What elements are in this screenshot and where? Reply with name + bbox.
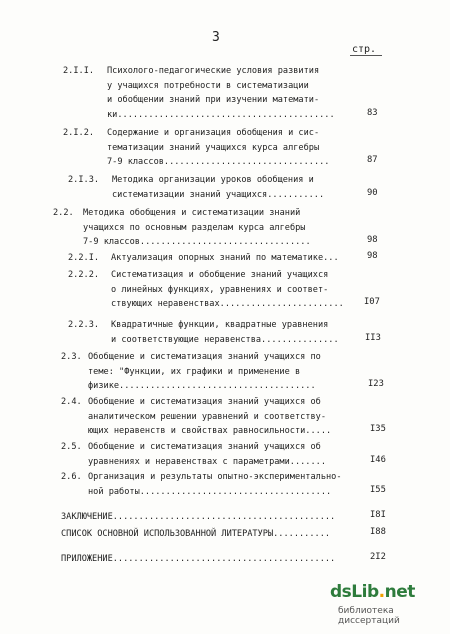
toc-entry-page: II3 bbox=[365, 332, 381, 343]
back-matter-label: СПИСОК ОСНОВНОЙ ИСПОЛЬЗОВАННОЙ ЛИТЕРАТУРЫ........... bbox=[61, 529, 331, 539]
toc-entry-code: 2.2.I. bbox=[68, 253, 100, 263]
toc-entry-title bbox=[83, 206, 311, 250]
toc-entry-title bbox=[107, 64, 335, 123]
toc-entry-code: 2.2.3. bbox=[68, 320, 100, 330]
toc-entry-line: Содержание и организация обобщения и сис- bbox=[107, 128, 320, 138]
toc-entry-page: I35 bbox=[370, 424, 386, 435]
toc-entry-line: Психолого-педагогические условия развития bbox=[107, 66, 320, 76]
toc-entry-line: у учащихся потребности в систематизации bbox=[107, 80, 309, 91]
toc-entry-line: Обобщение и систематизация знаний учащихся по bbox=[88, 352, 321, 362]
toc-entry-title bbox=[88, 440, 326, 469]
toc-entry-page: I23 bbox=[368, 379, 384, 390]
watermark-logo: dsLib.net bbox=[330, 582, 415, 602]
toc-entry-line: учащихся по основным разделам курса алгебры bbox=[83, 222, 306, 233]
back-matter-entry bbox=[61, 510, 335, 525]
toc-entry-line: ки.......................................... bbox=[107, 110, 335, 121]
toc-entry-line: и обобщении знаний при изучении математи- bbox=[107, 95, 320, 106]
toc-entry-line: ной работы..................................... bbox=[88, 486, 332, 497]
toc-entry-page: I07 bbox=[364, 297, 380, 308]
toc-entry-line: физике...................................... bbox=[88, 381, 316, 392]
toc-entry-title bbox=[107, 126, 329, 170]
toc-entry-code: 2.I.3. bbox=[68, 175, 100, 185]
toc-entry-line: Квадратичные функции, квадратные уравнения bbox=[111, 320, 329, 330]
page-number: 3 bbox=[212, 30, 220, 45]
toc-entry-line: Обобщение и систематизация знаний учащихся об bbox=[88, 397, 321, 407]
toc-entry-line: о линейных функциях, уравнениях и соответ- bbox=[111, 284, 329, 295]
toc-entry-title bbox=[111, 318, 339, 347]
toc-entry-line: Систематизация и обобщение знаний учащихся bbox=[111, 270, 329, 280]
toc-entry-line: Обобщение и систематизация знаний учащихся об bbox=[88, 442, 321, 452]
toc-entry-line: Актуализация опорных знаний по математике... bbox=[111, 253, 339, 263]
back-matter-label: ЗАКЛЮЧЕНИЕ........................................... bbox=[61, 512, 336, 522]
toc-entry-code: 2.I.2. bbox=[63, 128, 95, 138]
toc-entry-title bbox=[111, 268, 344, 312]
back-matter-label: ПРИЛОЖЕНИЕ........................................... bbox=[61, 554, 336, 564]
watermark-subtitle: библиотека диссертаций bbox=[338, 606, 400, 626]
toc-entry-page: I55 bbox=[370, 484, 386, 495]
toc-entry-code: 2.3. bbox=[61, 352, 82, 362]
toc-entry-title bbox=[88, 395, 331, 439]
page-column-header: стр. bbox=[352, 44, 377, 55]
back-matter-page: 2I2 bbox=[370, 552, 386, 562]
toc-entry-code: 2.2.2. bbox=[68, 270, 100, 280]
toc-entry-line: 7-9 классов................................. bbox=[83, 237, 311, 248]
toc-entry-code: 2.4. bbox=[61, 397, 82, 407]
toc-entry-page: 98 bbox=[367, 251, 378, 261]
back-matter-entry bbox=[61, 552, 335, 567]
toc-entry-code: 2.2. bbox=[53, 208, 74, 218]
back-matter-page: I88 bbox=[370, 527, 386, 537]
toc-entry-code: 2.5. bbox=[61, 442, 82, 452]
back-matter-entry bbox=[61, 527, 330, 542]
toc-entry-page: 87 bbox=[367, 155, 378, 166]
toc-entry-code: 2.6. bbox=[61, 472, 82, 482]
toc-entry-title bbox=[88, 470, 342, 499]
toc-entry-line: уравнениях и неравенствах с параметрами....... bbox=[88, 456, 326, 467]
toc-entry-title bbox=[112, 173, 324, 202]
toc-entry-line: тематизации знаний учащихся курса алгебры bbox=[107, 142, 320, 153]
toc-entry-title bbox=[88, 350, 321, 394]
toc-entry-line: и соответствующие неравенства............... bbox=[111, 334, 339, 345]
toc-entry-page: I46 bbox=[370, 454, 386, 465]
toc-entry-code: 2.I.I. bbox=[63, 66, 95, 76]
toc-entry-page: 98 bbox=[367, 235, 378, 246]
toc-entry-line: Методика обобщения и систематизации знаний bbox=[83, 208, 301, 218]
toc-entry-line: систематизации знаний учащихся........... bbox=[112, 189, 325, 200]
toc-entry-line: ющих неравенств и свойствах равносильности..... bbox=[88, 426, 332, 437]
toc-entry-line: ствующих неравенствах........................ bbox=[111, 299, 344, 310]
toc-entry-line: Организация и результаты опытно-экспериментально- bbox=[88, 472, 342, 482]
toc-entry-title bbox=[111, 251, 339, 266]
toc-entry-line: Методика организации уроков обобщения и bbox=[112, 175, 314, 185]
back-matter-page: I8I bbox=[370, 510, 386, 520]
toc-entry-line: аналитическом решении уравнений и соответству- bbox=[88, 411, 326, 422]
toc-entry-line: теме: "Функции, их графики и применение в bbox=[88, 366, 301, 377]
toc-entry-line: 7-9 классов................................ bbox=[107, 157, 330, 168]
watermark bbox=[330, 582, 442, 626]
toc-entry-page: 83 bbox=[367, 108, 378, 119]
toc-entry-page: 90 bbox=[367, 187, 378, 198]
